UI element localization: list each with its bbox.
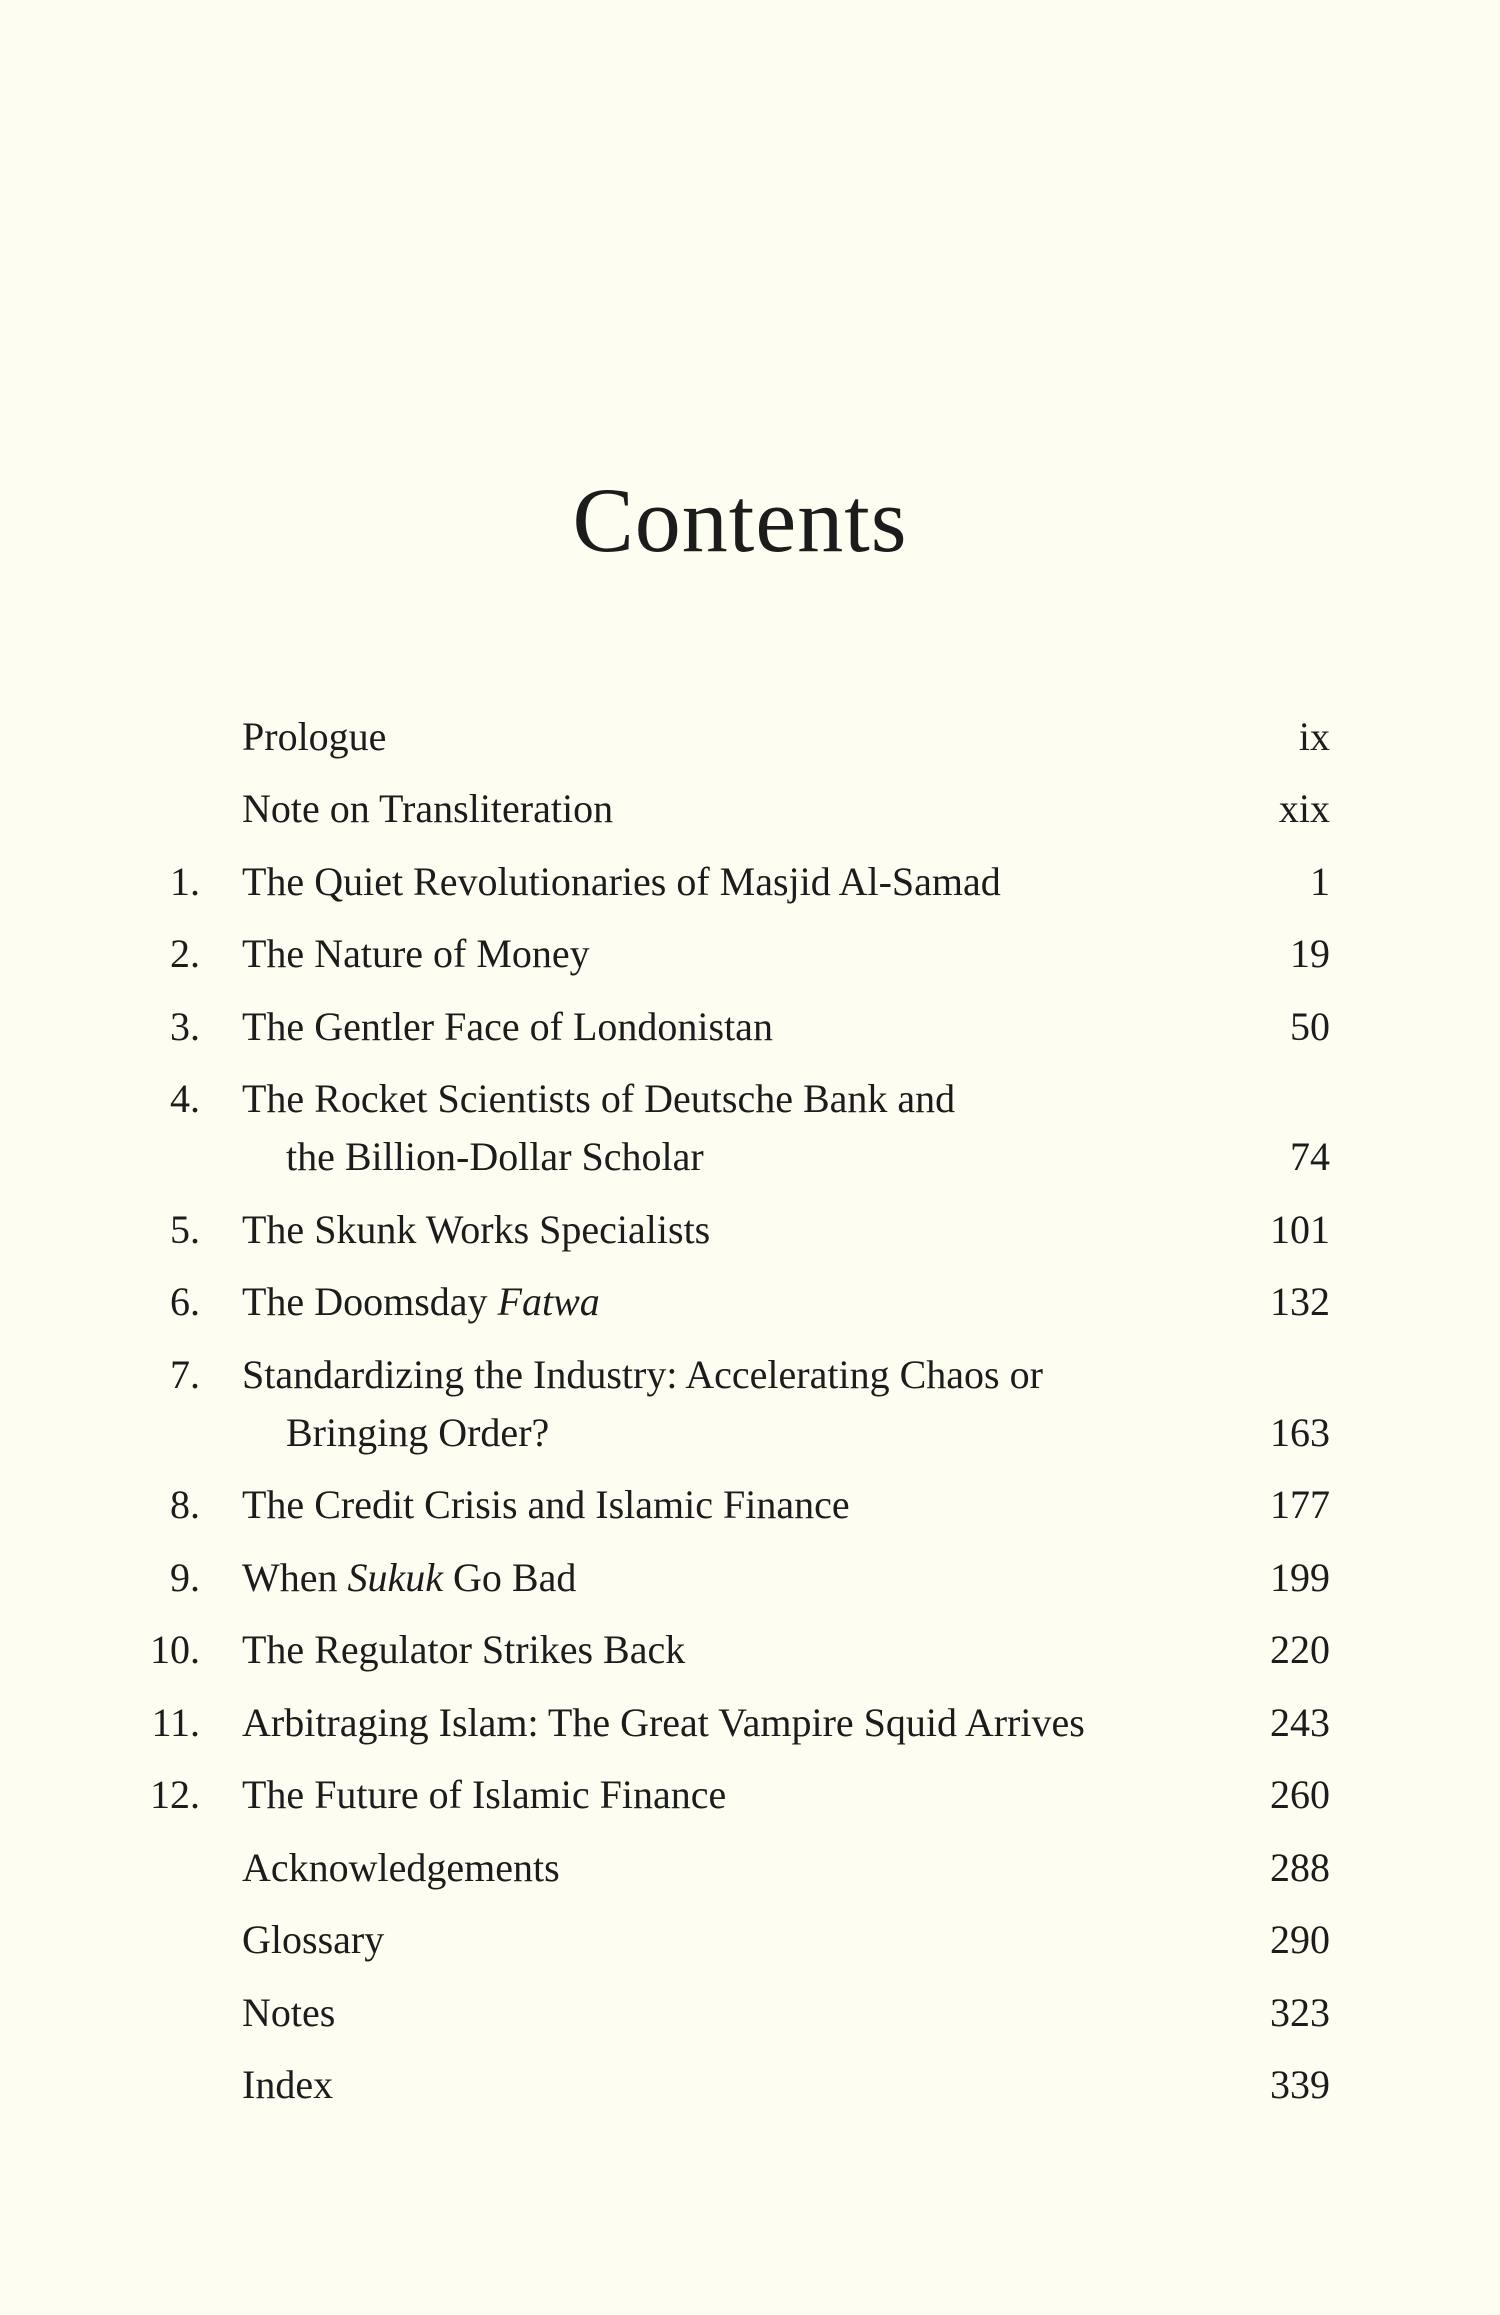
- entry-title: Note on Transliteration: [242, 786, 614, 831]
- chapter-number: 8.: [170, 1482, 200, 1527]
- entry-title: Notes: [242, 1990, 336, 2035]
- entry-title: The Credit Crisis and Islamic Finance: [242, 1482, 850, 1527]
- page-number: 288: [1270, 1845, 1330, 1890]
- entry-title: The Regulator Strikes Back: [242, 1627, 686, 1672]
- entry-title: The Rocket Scientists of Deutsche Bank and: [242, 1076, 956, 1121]
- page-number: 1: [1310, 859, 1330, 904]
- entry-title: Standardizing the Industry: Accelerating Chaos or: [242, 1352, 1043, 1397]
- entry-title: Prologue: [242, 714, 387, 759]
- entry-title: Arbitraging Islam: The Great Vampire Squid Arrives: [242, 1700, 1085, 1745]
- page-number: 260: [1270, 1772, 1330, 1817]
- chapter-number: 5.: [170, 1207, 200, 1252]
- toc-entry-chapter-4[interactable]: [0, 1070, 1500, 1186]
- entry-title: Acknowledgements: [242, 1845, 560, 1890]
- page-number: 132: [1270, 1279, 1330, 1324]
- chapter-number: 12.: [150, 1772, 200, 1817]
- entry-title: Index: [242, 2062, 334, 2107]
- entry-title: The Future of Islamic Finance: [242, 1772, 727, 1817]
- entry-title: The Quiet Revolutionaries of Masjid Al-Samad: [242, 859, 1001, 904]
- page-number: 177: [1270, 1482, 1330, 1527]
- page-number: 290: [1270, 1917, 1330, 1962]
- page-title: Contents: [572, 469, 908, 571]
- entry-title: Glossary: [242, 1917, 385, 1962]
- entry-title: The Skunk Works Specialists: [242, 1207, 711, 1252]
- page-number: 199: [1270, 1555, 1330, 1600]
- chapter-number: 9.: [170, 1555, 200, 1600]
- page-number: 339: [1270, 2062, 1330, 2107]
- chapter-number: 7.: [170, 1352, 200, 1397]
- page-number: 220: [1270, 1627, 1330, 1672]
- chapter-number: 2.: [170, 931, 200, 976]
- entry-title: The Gentler Face of Londonistan: [242, 1004, 773, 1049]
- chapter-number: 10.: [150, 1627, 200, 1672]
- chapter-number: 11.: [151, 1700, 200, 1745]
- entry-title-italic: Sukuk: [347, 1555, 444, 1600]
- entry-title-italic: Fatwa: [497, 1279, 600, 1324]
- page-number: 101: [1270, 1207, 1330, 1252]
- page-number: 163: [1270, 1410, 1330, 1455]
- chapter-number: 1.: [170, 859, 200, 904]
- toc-entry-chapter-7[interactable]: [0, 1346, 1500, 1462]
- entry-title-text: When: [242, 1555, 348, 1600]
- page-number: 74: [1290, 1134, 1330, 1179]
- entry-title: The Nature of Money: [242, 931, 590, 976]
- page-number: 243: [1270, 1700, 1330, 1745]
- page-number: 50: [1290, 1004, 1330, 1049]
- chapter-number: 3.: [170, 1004, 200, 1049]
- page-number: 323: [1270, 1990, 1330, 2035]
- entry-title: [242, 1549, 576, 1607]
- entry-title-continued: Bringing Order?: [286, 1410, 550, 1455]
- page-number: ix: [1298, 714, 1330, 759]
- entry-title-text: The Doomsday: [242, 1279, 498, 1324]
- entry-title-text-end: Go Bad: [443, 1555, 577, 1600]
- chapter-number: 4.: [170, 1076, 200, 1121]
- entry-title-continued: the Billion-Dollar Scholar: [286, 1134, 704, 1179]
- chapter-number: 6.: [170, 1279, 200, 1324]
- entry-title: [242, 1273, 600, 1331]
- page-number: 19: [1290, 931, 1330, 976]
- page-number: xix: [1278, 786, 1330, 831]
